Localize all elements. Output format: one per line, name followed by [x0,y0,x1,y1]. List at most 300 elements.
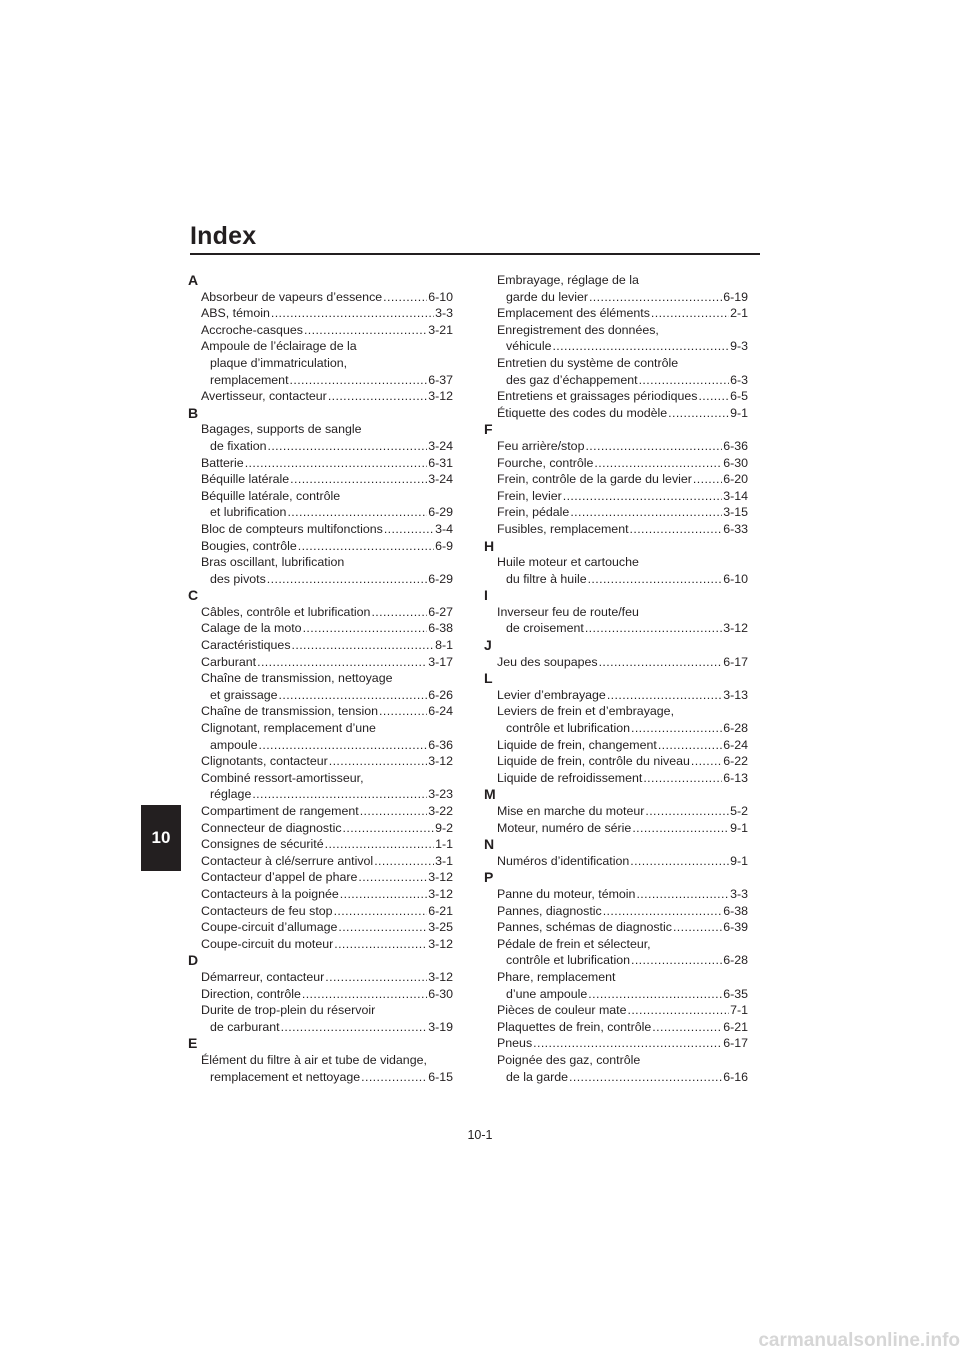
index-entry [484,936,748,969]
index-entry [484,471,748,488]
leader-dots [643,770,722,787]
leader-dots [603,903,722,920]
index-entry [188,455,453,472]
index-entry-line [201,421,453,438]
index-entry-line [201,670,453,687]
index-entry [484,903,748,920]
index-page-ref[interactable]: 6-21 [428,903,453,918]
index-entry [484,554,748,587]
index-entry-text: véhicule [506,339,552,354]
index-page-ref[interactable]: 3-25 [428,920,453,935]
index-entry [484,803,748,820]
index-entry-text: Contacteur à clé/serrure antivol [201,853,374,868]
index-page-ref[interactable]: 3-12 [723,621,748,636]
index-entry-line [497,322,748,339]
index-entry-text: Contacteurs à la poignée [201,886,339,901]
index-entry [484,1019,748,1036]
index-page-ref[interactable]: 6-38 [428,621,453,636]
leader-dots [668,405,729,422]
index-page-ref[interactable]: 9-1 [730,853,748,868]
index-entry-line [201,455,453,472]
leader-dots [691,753,722,770]
page-number: 10-1 [467,1128,493,1142]
index-page-ref[interactable]: 6-15 [428,1069,453,1084]
index-page-ref[interactable]: 6-36 [723,438,748,453]
watermark: carmanualsonline.info [758,1330,960,1351]
index-page-ref[interactable]: 6-28 [723,721,748,736]
index-entry-text: ABS, témoin [201,306,270,321]
chapter-tab[interactable]: 10 [141,805,181,871]
index-entry-text: Emplacement des éléments [497,306,650,321]
index-entry-line [497,504,748,521]
index-entry-text: réglage [210,787,252,802]
index-entry [188,305,453,322]
leader-dots [384,521,434,538]
index-entry-text: Phare, remplacement [497,969,616,984]
index-entry-line [201,853,453,870]
index-entry-text: Poignée des gaz, contrôle [497,1052,641,1067]
index-page-ref[interactable]: 6-39 [723,920,748,935]
index-entry-line [497,737,748,754]
index-entry [188,986,453,1003]
index-entry-text: Pneus [497,1036,533,1051]
index-page-ref[interactable]: 3-3 [730,886,748,901]
index-entry [188,903,453,920]
index-entry [188,538,453,555]
index-entry [484,770,748,787]
index-entry-text: Compartiment de rangement [201,804,359,818]
index-entry-line [497,770,748,787]
index-entry-line [201,720,453,737]
leader-dots [632,820,729,837]
leader-dots [361,1069,427,1086]
index-letter-heading: A [188,272,199,288]
leader-dots [552,338,729,355]
index-entry-line [201,388,453,405]
index-page-ref[interactable]: 3-1 [435,853,453,868]
leader-dots [303,620,428,637]
page-title: Index [190,222,257,250]
index-page-ref[interactable]: 3-24 [428,438,453,453]
index-page-ref[interactable]: 6-21 [723,1019,748,1034]
index-entry [484,272,748,305]
leader-dots [588,986,722,1003]
index-entry [484,521,748,538]
index-entry [484,322,748,355]
leader-dots [358,869,427,886]
index-page-ref[interactable]: 3-21 [428,322,453,337]
index-entry-text: Chaîne de transmission, nettoyage [201,671,393,686]
index-entry-line [497,372,748,389]
index-entry [484,305,748,322]
index-entry [188,969,453,986]
index-page-ref[interactable]: 6-30 [428,986,453,1001]
leader-dots [374,853,434,870]
index-page-ref[interactable]: 3-3 [435,306,453,321]
index-entry-line [497,455,748,472]
index-entry-line [201,969,453,986]
index-page-ref[interactable]: 6-30 [723,455,748,470]
leader-dots [652,1019,722,1036]
index-entry-line [497,886,748,903]
leader-dots [245,455,427,472]
index-entry [188,803,453,820]
index-entry-text: remplacement [210,372,289,387]
leader-dots [533,1035,722,1052]
index-entry-line [201,886,453,903]
index-entry-line [497,1069,748,1086]
index-entry [484,654,748,671]
index-entry-line [201,737,453,754]
index-entry [188,1052,453,1085]
index-column-right [484,272,748,1085]
index-entry-text: de carburant [210,1019,280,1034]
index-entry [188,919,453,936]
index-letter-heading: J [484,637,492,654]
index-entry [188,488,453,521]
index-entry-text: Bloc de compteurs multifonctions [201,521,383,536]
index-entry [188,703,453,720]
index-entry-line [201,687,453,704]
leader-dots [360,803,427,820]
index-entry-text: Frein, pédale [497,505,570,520]
index-entry-text: Pièces de couleur mate [497,1003,627,1018]
leader-dots [287,504,427,521]
index-entry-text: Combiné ressort-amortisseur, [201,770,364,785]
index-entry-line [201,637,453,654]
index-entry [484,604,748,637]
index-entry-text: Leviers de frein et d’embrayage, [497,704,675,719]
index-entry-text: Contacteurs de feu stop [201,903,333,918]
index-entry-text: Ampoule de l’éclairage de la [201,339,357,354]
index-entry-text: du filtre à huile [506,571,587,586]
index-column-left [188,272,453,1085]
index-entry-text: Fourche, contrôle [497,455,594,470]
index-entry-text: Inverseur feu de route/feu [497,604,639,619]
index-entry [484,504,748,521]
index-entry [484,687,748,704]
leader-dots [329,753,427,770]
index-entry-line [497,919,748,936]
index-entry-text: Frein, levier [497,488,562,503]
index-page-ref[interactable]: 6-9 [435,538,453,553]
index-entry-line [497,571,748,588]
index-entry [484,853,748,870]
index-entry [188,654,453,671]
index-entry [188,1002,453,1035]
index-entry-text: Coupe-circuit d’allumage [201,920,338,935]
index-entry-text: de fixation [210,438,267,453]
index-page-ref[interactable]: 6-5 [730,389,748,404]
index-page-ref[interactable]: 3-4 [435,521,453,536]
index-page-ref[interactable]: 3-22 [428,804,453,818]
index-entry [188,820,453,837]
index-page-ref[interactable]: 3-12 [428,754,453,769]
index-page-ref[interactable]: 5-2 [730,804,748,818]
index-entry-text: Enregistrement des données, [497,322,659,337]
index-entry-line [201,820,453,837]
index-entry-line [497,853,748,870]
index-entry [484,488,748,505]
index-entry-text: Huile moteur et cartouche [497,555,639,570]
index-page-ref[interactable]: 3-12 [428,969,453,984]
index-entry-line [201,471,453,488]
index-letter-heading: P [484,869,494,886]
leader-dots [343,820,435,837]
index-entry-line [497,338,748,355]
index-entry-text: Béquille latérale [201,472,290,487]
index-page-ref[interactable]: 6-19 [723,289,748,304]
leader-dots [290,471,427,488]
index-page-ref[interactable]: 3-15 [723,505,748,520]
index-page-ref[interactable]: 6-29 [428,571,453,586]
index-entry-text: Mise en marche du moteur [497,804,645,818]
index-entry [188,770,453,803]
leader-dots [630,521,723,538]
index-page-ref[interactable]: 9-1 [730,405,748,420]
index-entry-line [497,969,748,986]
index-entry-line [497,620,748,637]
index-page-ref[interactable]: 6-37 [428,372,453,387]
index-entry-line [497,803,748,820]
index-entry [484,703,748,736]
index-entry-text: Coupe-circuit du moteur [201,936,334,951]
index-entry-line [201,571,453,588]
index-entry-line [497,289,748,306]
leader-dots [325,969,427,986]
index-entry-text: contrôle et lubrification [506,721,630,736]
index-entry [484,405,748,422]
index-letter-heading: L [484,670,493,687]
index-entry-text: Frein, contrôle de la garde du levier [497,472,692,487]
index-page-ref[interactable]: 6-33 [723,521,748,536]
index-letter-heading: B [188,404,199,421]
index-entry-text: Carburant [201,654,257,669]
index-entry-line [497,272,748,289]
index-page-ref[interactable]: 3-23 [428,787,453,802]
index-page-ref[interactable]: 3-12 [428,870,453,885]
leader-dots [636,886,729,903]
index-entry-text: Bagages, supports de sangle [201,422,362,437]
index-entry-text: Pédale de frein et sélecteur, [497,936,651,951]
index-page-ref[interactable]: 2-1 [730,306,748,321]
index-page-ref[interactable]: 3-17 [428,654,453,669]
index-page-ref[interactable]: 1-1 [435,837,453,852]
index-page-ref[interactable]: 6-26 [428,687,453,702]
index-entry [188,620,453,637]
index-entry-line [201,355,453,372]
leader-dots [585,620,722,637]
index-page-ref[interactable]: 8-1 [435,638,453,653]
index-entry-text: Embrayage, réglage de la [497,273,639,287]
index-entry-line [497,488,748,505]
index-page-ref[interactable]: 6-13 [723,770,748,785]
leader-dots [267,438,427,455]
index-entry-line [497,1035,748,1052]
index-page-ref[interactable]: 6-24 [723,737,748,752]
index-entry-text: Moteur, numéro de série [497,820,632,835]
leader-dots [371,604,427,621]
index-entry-line [201,919,453,936]
index-entry-text: Levier d’embrayage [497,687,606,702]
index-entry [484,919,748,936]
index-entry-text: Pannes, diagnostic [497,903,602,918]
leader-dots [698,388,729,405]
index-entry-line [201,654,453,671]
index-entry-text: Panne du moteur, témoin [497,886,636,901]
index-letter-heading: F [484,421,493,438]
index-entry [484,1052,748,1085]
index-entry-line [497,936,748,953]
index-entry-line [497,1002,748,1019]
index-entry-line [201,1069,453,1086]
index-entry-line [201,869,453,886]
index-entry-line [497,604,748,621]
index-entry [188,869,453,886]
index-entry-text: Entretien du système de contrôle [497,355,679,370]
index-page-ref[interactable]: 6-16 [723,1069,748,1084]
index-page-ref[interactable]: 6-29 [428,505,453,520]
index-entry-line [497,1019,748,1036]
index-entry [188,471,453,488]
leader-dots [257,654,427,671]
leader-dots [340,886,427,903]
index-page-ref[interactable]: 9-3 [730,339,748,354]
index-entry-text: remplacement et nettoyage [210,1069,361,1084]
index-entry-text: garde du levier [506,289,588,304]
index-page-ref[interactable]: 6-27 [428,604,453,619]
index-page-ref[interactable]: 6-17 [723,1036,748,1051]
leader-dots [631,720,722,737]
index-entry [188,936,453,953]
index-entry [484,438,748,455]
index-page-ref[interactable]: 6-22 [723,754,748,769]
index-entry-line [201,488,453,505]
index-page-ref[interactable]: 3-19 [428,1019,453,1034]
index-entry-text: Bougies, contrôle [201,538,297,553]
leader-dots [252,786,427,803]
index-page-ref[interactable]: 6-17 [723,654,748,669]
index-entry [188,338,453,388]
index-entry-line [497,438,748,455]
index-entry [188,720,453,753]
index-entry-line [201,305,453,322]
leader-dots [639,372,730,389]
index-entry-line [201,1019,453,1036]
index-entry-line [497,720,748,737]
index-entry-text: Consignes de sécurité [201,837,324,852]
leader-dots [281,1019,428,1036]
index-page-ref[interactable]: 6-31 [428,455,453,470]
index-entry-line [497,703,748,720]
index-page-ref[interactable]: 6-24 [428,704,453,719]
index-page-ref[interactable]: 6-35 [723,986,748,1001]
index-entry-text: de croisement [506,621,584,636]
index-page-ref[interactable]: 6-10 [723,571,748,586]
index-entry-line [201,936,453,953]
index-page-ref[interactable]: 7-1 [730,1003,748,1018]
index-letter-heading: I [484,587,488,604]
leader-dots [570,504,722,521]
index-entry-text: Fusibles, remplacement [497,521,629,536]
index-entry-line [201,289,453,306]
leader-dots [589,289,722,306]
index-page-ref[interactable]: 6-36 [428,737,453,752]
index-entry-line [497,654,748,671]
leader-dots [338,919,427,936]
index-entry [484,820,748,837]
index-entry-line [201,703,453,720]
index-page-ref[interactable]: 6-3 [730,372,748,387]
index-entry-line [201,372,453,389]
index-entry-text: plaque d’immatriculation, [210,355,348,370]
index-entry-text: Entretiens et graissages périodiques [497,389,698,404]
leader-dots [631,952,722,969]
index-entry-text: des pivots [210,571,266,586]
index-page-ref[interactable]: 9-2 [435,820,453,835]
leader-dots [630,853,729,870]
index-page-ref[interactable]: 3-12 [428,389,453,404]
leader-dots [585,438,722,455]
leader-dots [298,538,434,555]
index-entry [188,670,453,703]
index-entry-text: ampoule [210,737,258,752]
index-entry-text: Démarreur, contacteur [201,969,325,984]
leader-dots [379,703,427,720]
leader-dots [383,289,427,306]
leader-dots [628,1002,730,1019]
index-entry-line [201,803,453,820]
index-entry-text: Bras oscillant, lubrification [201,555,345,570]
index-entry [188,322,453,339]
index-entry-text: Absorbeur de vapeurs d’essence [201,289,383,304]
index-page-ref[interactable]: 6-20 [723,472,748,487]
index-entry-line [201,753,453,770]
leader-dots [325,836,434,853]
index-entry [188,388,453,405]
index-entry [188,753,453,770]
index-entry-line [201,836,453,853]
index-entry-line [201,903,453,920]
index-entry-text: contrôle et lubrification [506,953,630,968]
index-entry [484,1002,748,1019]
index-entry-text: et lubrification [210,505,287,520]
index-entry-text: Avertisseur, contacteur [201,389,327,404]
index-entry-text: Liquide de refroidissement [497,770,643,785]
index-page-ref[interactable]: 3-14 [723,488,748,503]
index-page-ref[interactable]: 6-38 [723,903,748,918]
index-letter-heading: H [484,537,495,554]
leader-dots [651,305,729,322]
index-entry-line [201,538,453,555]
index-entry-text: Batterie [201,455,244,470]
leader-dots [658,737,722,754]
index-entry-line [497,388,748,405]
index-page-ref[interactable]: 3-24 [428,472,453,487]
index-page-ref[interactable]: 3-12 [428,936,453,951]
index-page-ref[interactable]: 6-10 [428,289,453,304]
index-letter-heading: D [188,952,199,969]
index-entry [484,388,748,405]
index-page-ref[interactable]: 3-12 [428,886,453,901]
index-page-ref[interactable]: 3-13 [723,687,748,702]
index-entry-text: Liquide de frein, changement [497,737,657,752]
index-entry-text: de la garde [506,1069,569,1084]
leader-dots [645,803,729,820]
index-page-ref[interactable]: 9-1 [730,820,748,835]
index-page-ref[interactable]: 6-28 [723,953,748,968]
index-entry-line [201,521,453,538]
